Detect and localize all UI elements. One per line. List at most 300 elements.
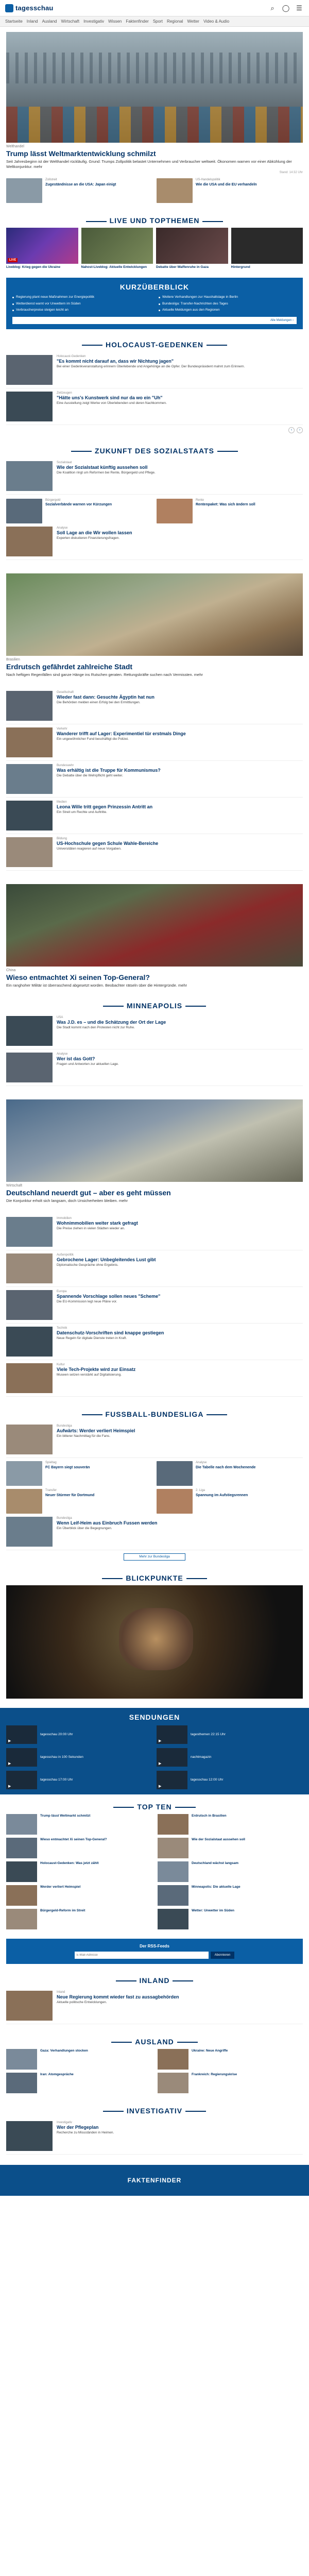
nav-item[interactable]: Regional (166, 19, 183, 24)
sendungen-grid (6, 1725, 303, 1789)
list-thumb (6, 1363, 53, 1393)
li-teaser: Museen setzen verstärkt auf Digitalisierung. (57, 1373, 122, 1377)
kurz-item-text: Regierung plant neue Maßnahmen zur Energiepolitik (16, 295, 95, 299)
li-teaser: Die Koalition ringt um Reformen bei Rente, Bürgergeld und Pflege. (57, 470, 156, 474)
li-title: Was erhältig ist die Truppe für Kommunismus? (57, 767, 161, 773)
email-input[interactable] (75, 1952, 209, 1959)
list-item[interactable] (6, 352, 303, 388)
hero-kicker: Welthandel (6, 145, 24, 148)
feature-image[interactable] (6, 1099, 303, 1182)
sendung-title: tagesschau 17:00 Uhr (40, 1777, 73, 1782)
sozialstaat-cards (6, 499, 303, 523)
li-teaser: Universitäten reagieren auf neue Vorgaben. (57, 846, 122, 851)
card-title: Neuer Stürmer für Dortmund (45, 1493, 95, 1497)
li-kicker: Bundesliga (57, 1517, 72, 1520)
kurz-item[interactable] (12, 308, 150, 312)
list-item[interactable] (6, 1514, 303, 1550)
blickpunkte-image[interactable] (6, 1585, 303, 1699)
sendung-title: tagesthemen 22:15 Uhr (191, 1732, 226, 1736)
kurz-item[interactable] (12, 302, 150, 306)
logo-mark-icon (5, 4, 13, 12)
li-title: "Hätte uns's Kunstwerk sind nur da wo ein "Uh" (57, 395, 163, 400)
topten-item[interactable] (6, 1909, 151, 1929)
live-image (6, 228, 78, 264)
topten-item[interactable] (158, 1814, 303, 1835)
li-teaser: Eine Ausstellung zeigt Werke von Überlebenden und deren Nachkommen. (57, 401, 167, 405)
nav-item[interactable]: Inland (26, 19, 38, 24)
ausland-item-title: Gaza: Verhandlungen stocken (40, 2049, 88, 2053)
item-thumb (6, 1814, 37, 1835)
logo[interactable] (5, 4, 54, 12)
newsletter-head: Der RSS-Feeds (140, 1944, 169, 1949)
card-kicker: Spieltag (45, 1461, 57, 1465)
list-item[interactable] (6, 1214, 303, 1250)
sendung-item[interactable] (6, 1748, 152, 1767)
li-title: Was J.D. es – und die Schätzung der Ort der Lage (57, 1019, 166, 1025)
list-thumb (6, 1253, 53, 1283)
investigativ-section (0, 2098, 309, 2160)
sendung-item[interactable] (6, 1725, 152, 1744)
hero-image[interactable] (6, 32, 303, 143)
nav-item[interactable]: Wissen (108, 19, 122, 24)
list-thumb (6, 1016, 53, 1046)
card-title: Die Tabelle nach dem Wochenende (196, 1465, 256, 1469)
card-title: Spannung im Aufstiegsrennen (196, 1493, 248, 1497)
bullet-icon (159, 303, 160, 305)
nav-item[interactable]: Wetter (187, 19, 199, 24)
list-item[interactable] (6, 1013, 303, 1049)
list-item[interactable] (6, 1049, 303, 1086)
hero-section (0, 27, 309, 208)
ausland-item-title: Frankreich: Regierungskrise (192, 2073, 237, 2077)
feature-teaser: Ein ranghoher Militär ist überraschend abgesetzt worden. Beobachter rätseln über die Hintergründe. mehr (6, 982, 187, 988)
main-nav (0, 16, 309, 27)
kurz-item[interactable] (159, 295, 297, 299)
topten-section (0, 1794, 309, 1935)
bullet-icon (159, 297, 160, 298)
list-item[interactable] (6, 1421, 303, 1458)
live-card[interactable] (81, 228, 153, 269)
li-kicker: Verkehr (57, 727, 67, 731)
feature-image[interactable] (6, 884, 303, 967)
hero-time: Stand: 14:32 Uhr (279, 171, 303, 175)
feature-section (0, 1091, 309, 1209)
card-title: Sozialverbände warnen vor Kürzungen (45, 503, 112, 507)
topten-item[interactable] (158, 1861, 303, 1882)
card-thumb (157, 1461, 193, 1486)
holocaust-title: HOLOCAUST-GEDENKEN (6, 341, 303, 349)
topten-item-title: Deutschland wächst langsam (192, 1861, 239, 1866)
list-thumb (6, 392, 53, 421)
sendung-item[interactable] (157, 1771, 303, 1789)
li-kicker: USA (57, 1015, 63, 1019)
live-card[interactable] (156, 228, 228, 269)
list-item[interactable] (6, 2118, 303, 2155)
li-title: Aufwärts: Werder verliert Heimspiel (57, 1428, 135, 1434)
kurz-item[interactable] (12, 295, 150, 299)
play-icon (6, 1771, 37, 1789)
news-list-1 (0, 683, 309, 876)
sendungen-title: SENDUNGEN (129, 1713, 180, 1722)
nav-item[interactable]: Faktenfinder (126, 19, 149, 24)
sozialstaat-section (0, 438, 309, 565)
sendung-item[interactable] (6, 1771, 152, 1789)
card[interactable] (6, 1461, 152, 1486)
list-thumb (6, 1327, 53, 1357)
li-title: Leona Wille tritt gegen Prinzessin Antritt an (57, 804, 153, 809)
topten-item[interactable] (158, 1838, 303, 1858)
list-item[interactable] (6, 834, 303, 871)
card-thumb (157, 499, 193, 523)
bundesliga-section (0, 1402, 309, 1566)
li-kicker: Holocaust-Gedenken (57, 354, 86, 358)
ausland-item[interactable] (158, 2049, 303, 2070)
list-thumb (6, 764, 53, 794)
li-teaser: Ein Überblick über die Begegnungen. (57, 1527, 112, 1531)
li-kicker: Investigativ (57, 2121, 73, 2125)
item-thumb (6, 1909, 37, 1929)
li-title: Wieder fast dann: Gesuchte Ägyptin hat nun (57, 694, 154, 700)
feature-title[interactable]: Deutschland neuerdt gut – aber es geht müssen (6, 1188, 171, 1197)
prev-icon[interactable]: ‹ (288, 427, 295, 433)
subscribe-button[interactable]: Abonnieren (211, 1952, 235, 1959)
topten-item-title: Wie der Sozialstaat aussehen soll (192, 1838, 245, 1842)
list-thumb (6, 1053, 53, 1082)
item-thumb (6, 2049, 37, 2070)
minneapolis-section (0, 993, 309, 1091)
card[interactable] (157, 1461, 303, 1486)
newsletter-box (6, 1939, 303, 1964)
li-teaser: Die Preise ziehen in vielen Städten wieder an. (57, 1227, 125, 1231)
card[interactable] (157, 1489, 303, 1514)
live-row (6, 228, 303, 269)
li-title: Wer der Pflegeplan (57, 2125, 99, 2130)
feature-title[interactable]: Wieso entmachtet Xi seinen Top-General? (6, 973, 150, 981)
li-teaser: Recherche zu Missständen in Heimen. (57, 2131, 114, 2135)
feature-section (0, 565, 309, 683)
logo-text: tagesschau (15, 4, 54, 12)
list-item[interactable] (6, 388, 303, 425)
kurz-all-link[interactable]: Alle Meldungen › (12, 317, 297, 324)
live-badge: LIVE (8, 258, 18, 262)
card-kicker: 2. Liga (196, 1489, 205, 1493)
kurz-item-text: Bundesliga: Transfer-Nachrichten des Tages (162, 301, 228, 306)
live-section (0, 208, 309, 275)
card-title: Wie die USA und die EU verhandeln (196, 183, 257, 187)
feature-kicker: China (6, 968, 16, 972)
card-kicker: Rente (196, 498, 204, 502)
top-bar (0, 0, 309, 16)
li-kicker: Gesellschaft (57, 690, 74, 694)
list-item[interactable] (6, 688, 303, 724)
inland-section (0, 1968, 309, 2029)
list-thumb (6, 837, 53, 867)
card-thumb (6, 178, 42, 203)
item-thumb (158, 1885, 188, 1906)
search-icon[interactable]: ⌕ (270, 4, 274, 12)
hero-title[interactable]: Trump lässt Weltmarktentwicklung schmilzt (6, 149, 156, 158)
list-thumb (6, 1425, 53, 1454)
li-kicker: Europa (57, 1290, 67, 1294)
list-item[interactable] (6, 1250, 303, 1287)
feature-kicker: Brasilien (6, 657, 20, 662)
bundesliga-left (6, 1461, 152, 1514)
feature-title[interactable]: Erdrutsch gefährdet zahlreiche Stadt (6, 662, 133, 671)
live-caption: Nahost-Liveblog: Aktuelle Entwicklungen (81, 265, 147, 269)
sozialstaat-title: ZUKUNFT DES SOZIALSTAATS (6, 447, 303, 455)
list-item[interactable] (6, 1360, 303, 1397)
minneapolis-title: MINNEAPOLIS (6, 1002, 303, 1010)
list-thumb (6, 355, 53, 385)
item-thumb (158, 1909, 188, 1929)
topten-item[interactable] (158, 1909, 303, 1929)
nav-item[interactable]: Wirtschaft (61, 19, 80, 24)
topten-item[interactable] (6, 1885, 151, 1906)
kurz-grid (12, 295, 297, 312)
li-kicker: Analyse (57, 526, 68, 530)
bullet-icon (12, 310, 14, 311)
nav-item[interactable]: Startseite (5, 19, 23, 24)
hero-cards (6, 178, 303, 203)
li-title: Wenn Leif-Heim aus Einbruch Fussen werden (57, 1520, 158, 1526)
topten-item[interactable] (6, 1861, 151, 1882)
feature-kicker: Wirtschaft (6, 1183, 23, 1188)
li-kicker: Inland (57, 1991, 65, 1994)
card-title: Rentenpaket: Was sich ändern soll (196, 503, 255, 507)
item-thumb (158, 1838, 188, 1858)
live-image (81, 228, 153, 264)
li-teaser: Bei einer Gedenkveranstaltung erinnern Überlebende und Angehörige an die Opfer. Der Bundespräsident mahnt zum Erinnern. (57, 364, 245, 368)
kurz-title: KURZÜBERBLICK (119, 283, 190, 292)
li-title: Wohnimmobilien weiter stark gefragt (57, 1221, 138, 1226)
ausland-title: AUSLAND (6, 2038, 303, 2046)
card-kicker: Transfer (45, 1489, 57, 1493)
item-thumb (158, 2049, 188, 2070)
list-thumb (6, 2121, 53, 2151)
blickpunkte-section (0, 1566, 309, 1704)
li-teaser: Ein Streit um Rechte und Auftritte. (57, 810, 107, 814)
item-thumb (158, 1861, 188, 1882)
topten-item-title: Wetter: Unwetter im Süden (192, 1909, 234, 1913)
hero-teaser: Seit Jahresbeginn ist der Welthandel rückläufig. Grund: Trumps Zollpolitik belastet Unternehmen und Verbraucher weltweit. Ökonomen warnen vor einer Abkühlung der Weltkonjunktur. mehr (6, 159, 292, 170)
li-kicker: Bundesliga (57, 1425, 72, 1428)
kurz-item[interactable] (159, 302, 297, 306)
live-image (231, 228, 303, 264)
inland-title: INLAND (6, 1976, 303, 1985)
bullet-icon (12, 303, 14, 305)
card-title: FC Bayern siegt souverän (45, 1465, 90, 1469)
card-kicker: Analyse (196, 1461, 207, 1465)
nav-item[interactable]: Investigativ (83, 19, 105, 24)
li-kicker: Sozialstaat (57, 461, 72, 464)
li-title: Gebrochene Lager: Unbegleitendes Lust gibt (57, 1257, 156, 1263)
li-title: Wanderer trifft auf Lager: Experimentiel tür erstmals Dinge (57, 731, 186, 736)
card[interactable] (6, 1489, 152, 1514)
sendung-title: tagesschau 20:00 Uhr (40, 1732, 73, 1736)
pager (6, 427, 303, 433)
topten-item-title: Werder verliert Heimspiel (40, 1885, 81, 1889)
card-thumb (157, 1489, 193, 1514)
live-title: LIVE UND TOPTHEMEN (6, 216, 303, 225)
nav-item[interactable]: Sport (152, 19, 163, 24)
live-card[interactable] (6, 228, 78, 269)
ausland-item[interactable] (6, 2049, 151, 2070)
li-title: Datenschutz-Vorschriften sind knappe gestiegen (57, 1330, 164, 1336)
li-teaser: Die EU-Kommission legt neue Pläne vor. (57, 1300, 117, 1304)
card-kicker: Bürgergeld (45, 498, 61, 502)
play-icon (6, 1725, 37, 1744)
ausland-item-title: Iran: Atomgespräche (40, 2073, 74, 2077)
list-thumb (6, 1991, 53, 2021)
li-kicker: Bundeswehr (57, 764, 74, 767)
topten-grid (6, 1814, 303, 1929)
li-teaser: Aktuelle politische Entwicklungen. (57, 2001, 107, 2005)
hero-card[interactable] (157, 178, 303, 203)
investigativ-title: INVESTIGATIV (6, 2107, 303, 2115)
card-title: Zugeständnisse an die USA: Japan einigt (45, 183, 116, 187)
li-kicker: Bildung (57, 837, 67, 840)
list-item[interactable] (6, 798, 303, 834)
topten-item-title: Holocaust-Gedenken: Was jetzt zählt (40, 1861, 99, 1866)
live-caption: Hintergrund (231, 265, 250, 269)
live-image (156, 228, 228, 264)
li-kicker: Zeitzeugen (57, 391, 72, 395)
list-thumb (6, 1217, 53, 1247)
sendungen-section (0, 1708, 309, 1794)
li-teaser: Diplomatische Gespräche ohne Ergebnis. (57, 1263, 118, 1267)
topten-item-title: Bürgergeld-Reform im Streit (40, 1909, 85, 1913)
li-title: Wie der Sozialstaat künftig aussehen soll (57, 464, 148, 470)
li-title: Spannende Vorschlage sollen neues "Scheme" (57, 1294, 161, 1299)
li-teaser: Fragen und Antworten zur aktuellen Lage. (57, 1062, 119, 1066)
sendung-title: tagesschau in 100 Sekunden (40, 1755, 83, 1759)
kurz-item-text: Weitere Verhandlungen zur Haushaltslage in Berlin (162, 295, 238, 299)
item-thumb (6, 1838, 37, 1858)
user-icon[interactable]: ◯ (282, 4, 290, 12)
li-teaser: Die Behörden melden einen Erfolg bei den Ermittlungen. (57, 700, 141, 704)
more-bundesliga-button[interactable]: Mehr zur Bundesliga (124, 1553, 185, 1561)
menu-icon[interactable]: ☰ (296, 4, 302, 12)
newsletter-row (12, 1952, 297, 1959)
ausland-item-title: Ukraine: Neue Angriffe (192, 2049, 228, 2053)
list-thumb (6, 1517, 53, 1547)
blickpunkte-title: BLICKPUNKTE (6, 1574, 303, 1582)
card-kicker: Zollstreit (45, 178, 57, 182)
sendung-title: tagesschau 12:00 Uhr (191, 1777, 224, 1782)
list-item[interactable] (6, 761, 303, 798)
topten-item[interactable] (6, 1838, 151, 1858)
play-icon (157, 1725, 187, 1744)
topten-item-title: Wieso entmachtet Xi seinen Top-General? (40, 1838, 107, 1842)
li-title: Wer ist das Gott? (57, 1056, 95, 1061)
ausland-grid (6, 2049, 303, 2093)
bullet-icon (12, 297, 14, 298)
li-kicker: Außenpolitik (57, 1253, 74, 1257)
card[interactable] (157, 499, 303, 523)
hero-meta (6, 171, 303, 174)
kurz-item[interactable] (159, 308, 297, 312)
li-teaser: Die Debatte über die Wehrpflicht geht weiter. (57, 773, 123, 777)
li-title: US-Hochschule gegen Schule Wahle-Bereiche (57, 840, 159, 846)
kurzueberblick-box (6, 278, 303, 329)
bundesliga-title: FUSSBALL-BUNDESLIGA (6, 1410, 303, 1418)
list-item[interactable] (6, 1988, 303, 2024)
item-thumb (158, 2073, 188, 2093)
kurz-item-text: Verbraucherpreise steigen leicht an (16, 308, 68, 312)
card-kicker: US-Handelspolitik (196, 178, 220, 182)
li-kicker: Technik (57, 1327, 67, 1330)
list-thumb (6, 801, 53, 831)
nav-item[interactable]: Video & Audio (203, 19, 230, 24)
live-caption: Liveblog: Krieg gegen die Ukraine (6, 265, 61, 269)
live-card[interactable] (231, 228, 303, 269)
li-title: Neue Regierung kommt wieder fast zu aussagbehörden (57, 1994, 179, 2000)
list-item[interactable] (6, 1287, 303, 1324)
li-teaser: Neue Regeln für digitale Dienste treten in Kraft. (57, 1336, 127, 1341)
play-icon (157, 1771, 187, 1789)
card-thumb (6, 499, 42, 523)
li-kicker: Medien (57, 800, 67, 804)
list-thumb (6, 527, 53, 556)
li-kicker: Kultur (57, 1363, 65, 1367)
holocaust-section (0, 332, 309, 438)
topten-item[interactable] (6, 1814, 151, 1835)
li-teaser: Die Stadt kommt nach den Protesten nicht zur Ruhe. (57, 1025, 135, 1029)
card-thumb (6, 1489, 42, 1514)
ausland-item[interactable] (6, 2073, 151, 2093)
item-thumb (6, 1885, 37, 1906)
feature-teaser: Nach heftigen Regenfällen sind ganze Hänge ins Rutschen geraten. Rettungskräfte suchen nach Vermissten. mehr (6, 672, 203, 677)
li-kicker: Immobilien (57, 1217, 72, 1221)
list-thumb (6, 691, 53, 721)
item-thumb (158, 1814, 188, 1835)
li-title: "Es kommt nicht darauf an, dass wir Nichtung jagen" (57, 358, 174, 364)
feature-image[interactable] (6, 573, 303, 656)
list-item[interactable] (6, 458, 303, 495)
card[interactable] (6, 499, 152, 523)
item-thumb (6, 1861, 37, 1882)
sendung-item[interactable] (157, 1725, 303, 1744)
li-kicker: Analyse (57, 1052, 68, 1056)
ausland-section (0, 2029, 309, 2098)
kurz-item-text: Wetterdienst warnt vor Unwettern im Süden (16, 301, 81, 306)
card-thumb (157, 178, 193, 203)
live-caption: Debatte über Waffenruhe in Gaza (156, 265, 209, 269)
bundesliga-right (157, 1461, 303, 1514)
li-title: Viele Tech-Projekte wird zur Einsatz (57, 1367, 136, 1372)
topten-item[interactable] (158, 1885, 303, 1906)
li-teaser: Ein bitterer Nachmittag für die Fans. (57, 1434, 111, 1438)
faktenfinder-bar[interactable]: FAKTENFINDER (0, 2165, 309, 2196)
hero-card[interactable] (6, 178, 152, 203)
nav-item[interactable]: Ausland (42, 19, 57, 24)
play-icon (6, 1748, 37, 1767)
list-thumb (6, 461, 53, 491)
ausland-item[interactable] (158, 2073, 303, 2093)
list-item[interactable] (6, 1324, 303, 1360)
list-item[interactable] (6, 724, 303, 761)
play-icon (157, 1748, 187, 1767)
bundesliga-split (6, 1461, 303, 1514)
sendung-item[interactable] (157, 1748, 303, 1767)
bullet-icon (159, 310, 160, 311)
sendung-title: nachtmagazin (191, 1755, 212, 1759)
li-teaser: Ein ungewöhnlicher Fund beschäftigt die Polizei. (57, 737, 129, 741)
feature-section (0, 876, 309, 993)
feature-teaser: Die Konjunktur erholt sich langsam, doch Unsicherheiten bleiben. mehr (6, 1198, 128, 1203)
next-icon[interactable]: › (297, 427, 303, 433)
list-item[interactable] (6, 523, 303, 560)
